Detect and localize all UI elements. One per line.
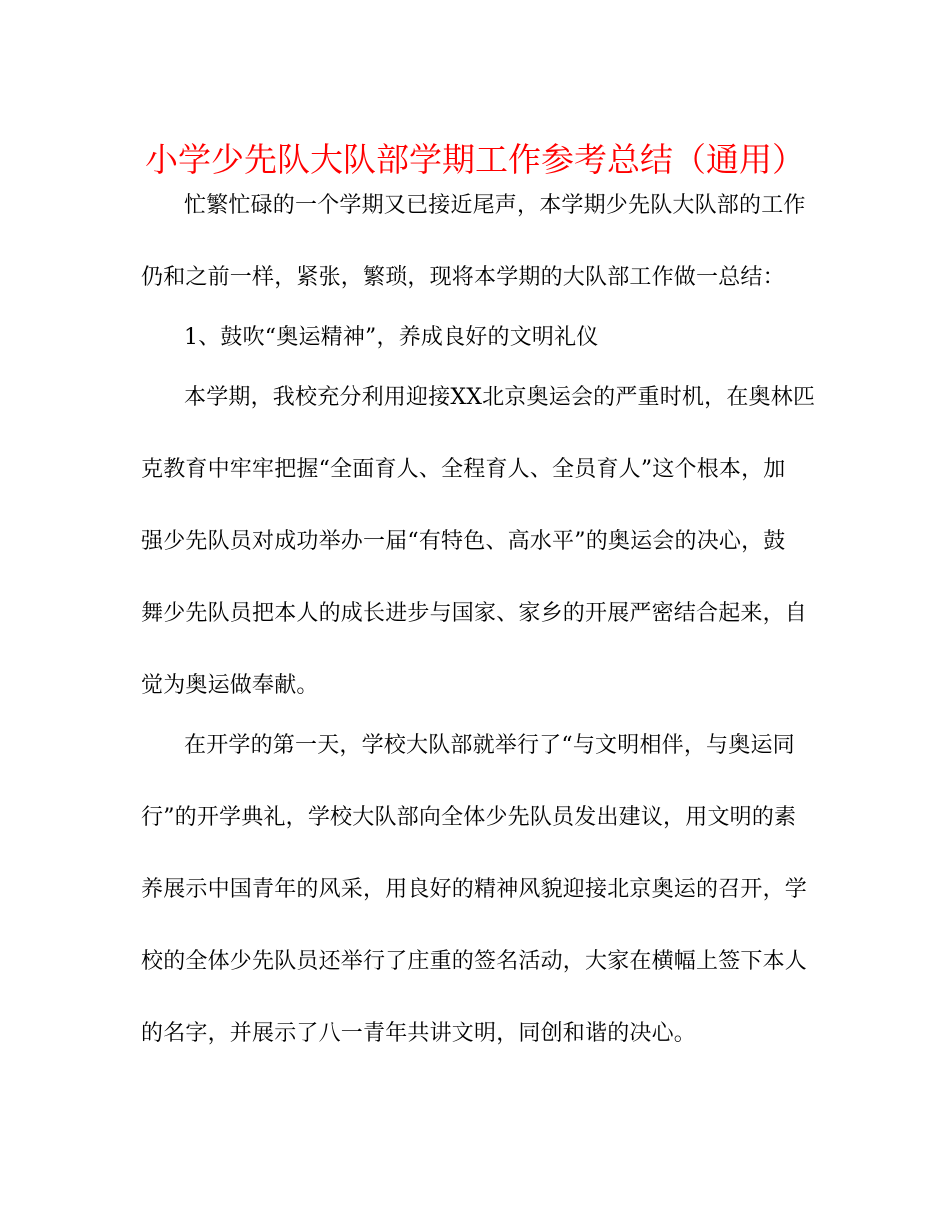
paragraph-line: 克教育中牢牢把握“全面育人、全程育人、全员育人”这个根本，加 [141, 457, 786, 482]
paragraph-line: 强少先队员对成功举办一届“有特色、高水平”的奥运会的决心，鼓 [141, 529, 786, 554]
paragraph-line: 养展示中国青年的风采，用良好的精神风貌迎接北京奥运的召开，学 [141, 877, 808, 902]
document-title: 小学少先队大队部学期工作参考总结（通用） [145, 140, 805, 179]
paragraph-line: 在开学的第一天，学校大队部就举行了“与文明相伴，与奥运同 [184, 733, 795, 758]
paragraph-line: 觉为奥运做奉献。 [141, 673, 319, 698]
section-heading: 1、鼓吹“奥运精神”，养成良好的文明礼仪 [184, 325, 599, 350]
paragraph-line: 仍和之前一样，紧张，繁琐，现将本学期的大队部工作做一总结： [141, 265, 785, 290]
paragraph-line: 校的全体少先队员还举行了庄重的签名活动，大家在横幅上签下本人 [141, 949, 808, 974]
paragraph-line: 本学期，我校充分利用迎接XX北京奥运会的严重时机，在奥林匹 [184, 385, 816, 410]
paragraph-line: 忙繁忙碌的一个学期又已接近尾声，本学期少先队大队部的工作 [184, 193, 806, 218]
paragraph-line: 行”的开学典礼，学校大队部向全体少先队员发出建议，用文明的素 [141, 805, 797, 830]
paragraph-line: 的名字，并展示了八一青年共讲文明，同创和谐的决心。 [141, 1021, 697, 1046]
paragraph-line: 舞少先队员把本人的成长进步与国家、家乡的开展严密结合起来，自 [141, 601, 808, 626]
